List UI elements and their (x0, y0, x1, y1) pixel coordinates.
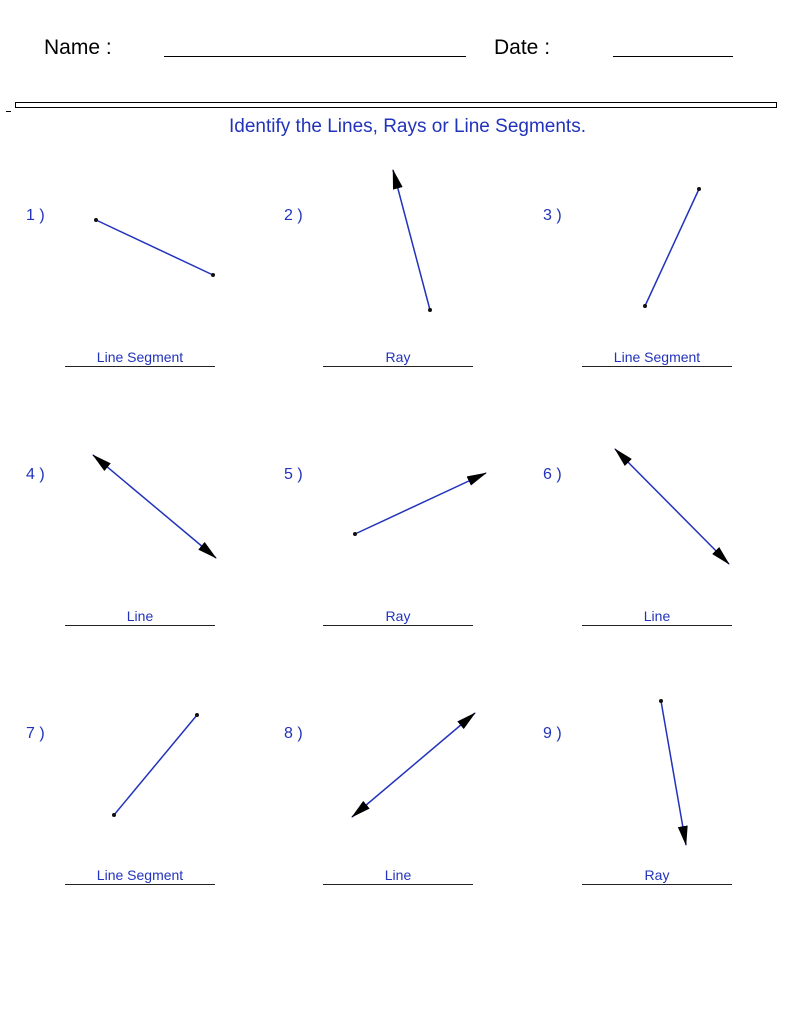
answer-field[interactable]: Ray (323, 607, 473, 626)
name-label: Name : (44, 36, 112, 59)
answer-field[interactable]: Ray (582, 866, 732, 885)
figure-4-line (93, 455, 216, 558)
answer-field[interactable]: Ray (323, 348, 473, 367)
answer-field[interactable]: Line (582, 607, 732, 626)
question-number: 9 ) (543, 725, 562, 742)
answer-field[interactable]: Line Segment (582, 348, 732, 367)
answer-field[interactable]: Line (65, 607, 215, 626)
figure-9-ray (659, 699, 686, 845)
date-label: Date : (494, 36, 551, 59)
question-number: 5 ) (284, 466, 303, 483)
instructions-title: Identify the Lines, Rays or Line Segments. (229, 116, 586, 137)
figure-5-ray (353, 473, 486, 536)
answer-field[interactable]: Line Segment (65, 348, 215, 367)
figure-3-line-segment (643, 187, 701, 308)
figure-2-ray (393, 170, 432, 312)
question-number: 4 ) (26, 466, 45, 483)
figure-7-line-segment (112, 713, 199, 817)
figure-1-line-segment (94, 218, 215, 277)
figure-6-line (615, 449, 729, 564)
question-number: 2 ) (284, 207, 303, 224)
question-number: 1 ) (26, 207, 45, 224)
question-number: 6 ) (543, 466, 562, 483)
answer-field[interactable]: Line Segment (65, 866, 215, 885)
question-number: 3 ) (543, 207, 562, 224)
answer-field[interactable]: Line (323, 866, 473, 885)
question-number: 8 ) (284, 725, 303, 742)
question-number: 7 ) (26, 725, 45, 742)
figure-8-line (352, 713, 475, 817)
